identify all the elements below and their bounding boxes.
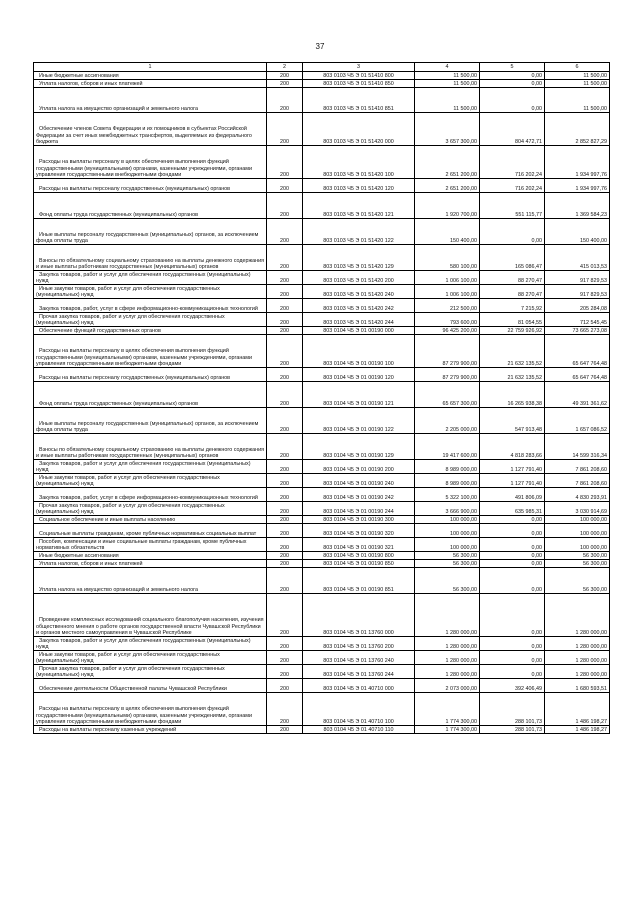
row-name-cell: Обеспечение деятельности Общественной палаты Чувашской Республики [34, 679, 267, 693]
row-code-cell: 803 0103 Ч5 Э 01 51410 851 [303, 88, 415, 113]
row-plan-cell: 100 000,00 [415, 516, 480, 524]
row-rest-cell: 1 934 997,76 [545, 179, 610, 193]
row-code-cell: 803 0104 Ч5 Э 01 00190 321 [303, 538, 415, 552]
row-exec-cell: 288 101,73 [480, 726, 545, 734]
row-admin-cell: 200 [267, 88, 303, 113]
row-rest-cell: 73 665 273,08 [545, 327, 610, 335]
table-row [34, 637, 610, 651]
row-admin-cell: 200 [267, 502, 303, 516]
row-name-cell: Иные бюджетные ассигнования [34, 552, 267, 560]
row-rest-cell: 56 300,00 [545, 552, 610, 560]
row-admin-cell: 200 [267, 726, 303, 734]
row-name-cell: Обеспечение членов Совета Федерации и их помощников в субъектах Российской Федерации за счет иных межбюджетных трансфертов, выделяемых из федерального бюджета [34, 113, 267, 146]
table-row [34, 72, 610, 80]
row-code-cell: 803 0104 Ч5 Э 01 40710 100 [303, 693, 415, 726]
row-rest-cell: 917 829,53 [545, 285, 610, 299]
table-row [34, 245, 610, 271]
table-row [34, 382, 610, 408]
row-exec-cell: 0,00 [480, 80, 545, 88]
row-plan-cell: 3 657 300,00 [415, 113, 480, 146]
row-code-cell: 803 0104 Ч5 Э 01 13760 244 [303, 665, 415, 679]
column-header: 4 [415, 63, 480, 72]
table-row [34, 285, 610, 299]
row-name-cell: Уплата налогов, сборов и иных платежей [34, 80, 267, 88]
row-code-cell: 803 0103 Ч5 Э 01 51420 122 [303, 219, 415, 245]
row-plan-cell: 11 500,00 [415, 88, 480, 113]
table-row [34, 146, 610, 179]
table-row [34, 502, 610, 516]
row-plan-cell: 1 774 300,00 [415, 726, 480, 734]
table-row [34, 552, 610, 560]
row-admin-cell: 200 [267, 594, 303, 637]
table-row [34, 560, 610, 568]
row-plan-cell: 100 000,00 [415, 538, 480, 552]
row-plan-cell: 1 006 100,00 [415, 271, 480, 285]
row-code-cell: 803 0103 Ч5 Э 01 51420 121 [303, 193, 415, 219]
row-code-cell: 803 0103 Ч5 Э 01 51420 200 [303, 271, 415, 285]
row-name-cell: Расходы на выплаты персоналу государственных (муниципальных) органов [34, 179, 267, 193]
row-exec-cell: 0,00 [480, 594, 545, 637]
row-rest-cell: 11 500,00 [545, 88, 610, 113]
row-admin-cell: 200 [267, 368, 303, 382]
row-plan-cell: 2 651 200,00 [415, 179, 480, 193]
row-code-cell: 803 0104 Ч5 Э 01 00190 320 [303, 524, 415, 538]
row-admin-cell: 200 [267, 327, 303, 335]
row-exec-cell: 288 101,73 [480, 693, 545, 726]
row-exec-cell: 88 270,47 [480, 271, 545, 285]
row-exec-cell: 165 086,47 [480, 245, 545, 271]
table-row [34, 80, 610, 88]
row-plan-cell: 1 920 700,00 [415, 193, 480, 219]
row-exec-cell: 716 202,24 [480, 146, 545, 179]
row-code-cell: 803 0104 Ч5 Э 01 00190 120 [303, 368, 415, 382]
row-admin-cell: 200 [267, 679, 303, 693]
row-rest-cell: 1 280 000,00 [545, 637, 610, 651]
table-header-row [34, 63, 610, 72]
row-plan-cell: 65 657 300,00 [415, 382, 480, 408]
row-name-cell: Расходы на выплаты персоналу государственных (муниципальных) органов [34, 368, 267, 382]
row-name-cell: Иные закупки товаров, работ и услуг для обеспечения государственных (муниципальных) нужд [34, 474, 267, 488]
row-code-cell: 803 0103 Ч5 Э 01 51420 129 [303, 245, 415, 271]
row-rest-cell: 1 280 000,00 [545, 651, 610, 665]
row-plan-cell: 2 651 200,00 [415, 146, 480, 179]
table-row [34, 726, 610, 734]
row-plan-cell: 87 279 900,00 [415, 368, 480, 382]
row-admin-cell: 200 [267, 146, 303, 179]
row-admin-cell: 200 [267, 568, 303, 594]
row-admin-cell: 200 [267, 552, 303, 560]
row-plan-cell: 2 073 000,00 [415, 679, 480, 693]
row-plan-cell: 8 989 000,00 [415, 460, 480, 474]
row-code-cell: 803 0104 Ч5 Э 01 00190 300 [303, 516, 415, 524]
row-name-cell: Закупка товаров, работ, услуг в сфере информационно-коммуникационных технологий [34, 299, 267, 313]
row-rest-cell: 3 030 914,69 [545, 502, 610, 516]
row-admin-cell: 200 [267, 179, 303, 193]
row-plan-cell: 56 300,00 [415, 552, 480, 560]
table-row [34, 113, 610, 146]
row-plan-cell: 1 280 000,00 [415, 637, 480, 651]
row-exec-cell: 0,00 [480, 651, 545, 665]
row-code-cell: 803 0104 Ч5 Э 01 00190 000 [303, 327, 415, 335]
row-code-cell: 803 0104 Ч5 Э 01 00190 240 [303, 474, 415, 488]
row-plan-cell: 96 425 200,00 [415, 327, 480, 335]
page-number: 37 [315, 42, 325, 51]
row-rest-cell: 49 391 361,62 [545, 382, 610, 408]
row-name-cell: Уплата налога на имущество организаций и земельного налога [34, 88, 267, 113]
row-rest-cell: 100 000,00 [545, 538, 610, 552]
row-plan-cell: 580 100,00 [415, 245, 480, 271]
row-rest-cell: 1 486 198,27 [545, 726, 610, 734]
row-rest-cell: 917 829,53 [545, 271, 610, 285]
row-name-cell: Взносы по обязательному социальному страхованию на выплаты денежного содержания и иные выплаты работникам государственных (муниципальных) органов [34, 434, 267, 460]
row-name-cell: Расходы на выплаты персоналу в целях обеспечения выполнения функций государственными (муниципальными) органами, казенными учреждениями, органами управления государственными внебюджетными фондами [34, 335, 267, 368]
row-name-cell: Взносы по обязательному социальному страхованию на выплаты денежного содержания и иные выплаты работникам государственных (муниципальных) органов [34, 245, 267, 271]
table-row [34, 474, 610, 488]
row-admin-cell: 200 [267, 80, 303, 88]
row-rest-cell: 1 486 198,27 [545, 693, 610, 726]
row-exec-cell: 0,00 [480, 560, 545, 568]
row-exec-cell: 0,00 [480, 538, 545, 552]
row-name-cell: Пособия, компенсации и иные социальные выплаты гражданам, кроме публичных нормативных обязательств [34, 538, 267, 552]
row-code-cell: 803 0104 Ч5 Э 01 00190 122 [303, 408, 415, 434]
table-row [34, 524, 610, 538]
row-rest-cell: 1 680 593,51 [545, 679, 610, 693]
row-code-cell: 803 0104 Ч5 Э 01 13760 200 [303, 637, 415, 651]
row-admin-cell: 200 [267, 693, 303, 726]
row-code-cell: 803 0103 Ч5 Э 01 51420 000 [303, 113, 415, 146]
table-row [34, 88, 610, 113]
row-code-cell: 803 0104 Ч5 Э 01 00190 129 [303, 434, 415, 460]
row-admin-cell: 200 [267, 219, 303, 245]
row-rest-cell: 56 300,00 [545, 568, 610, 594]
budget-execution-table [33, 62, 610, 734]
row-plan-cell: 1 280 000,00 [415, 665, 480, 679]
row-exec-cell: 551 115,77 [480, 193, 545, 219]
row-code-cell: 803 0103 Ч5 Э 01 51410 850 [303, 80, 415, 88]
row-rest-cell: 1 369 584,23 [545, 193, 610, 219]
table-row [34, 219, 610, 245]
row-plan-cell: 1 006 100,00 [415, 285, 480, 299]
row-admin-cell: 200 [267, 335, 303, 368]
row-code-cell: 803 0104 Ч5 Э 01 13760 240 [303, 651, 415, 665]
row-code-cell: 803 0104 Ч5 Э 01 00190 121 [303, 382, 415, 408]
row-plan-cell: 2 205 000,00 [415, 408, 480, 434]
table-row [34, 568, 610, 594]
row-rest-cell: 150 400,00 [545, 219, 610, 245]
row-exec-cell: 0,00 [480, 88, 545, 113]
row-plan-cell: 150 400,00 [415, 219, 480, 245]
row-code-cell: 803 0103 Ч5 Э 01 51420 120 [303, 179, 415, 193]
table-row [34, 516, 610, 524]
row-plan-cell: 11 500,00 [415, 72, 480, 80]
row-rest-cell: 7 861 208,60 [545, 460, 610, 474]
table-row [34, 299, 610, 313]
row-exec-cell: 88 270,47 [480, 285, 545, 299]
row-name-cell: Закупка товаров, работ, услуг в сфере информационно-коммуникационных технологий [34, 488, 267, 502]
row-exec-cell: 0,00 [480, 637, 545, 651]
row-code-cell: 803 0104 Ч5 Э 01 40710 000 [303, 679, 415, 693]
row-exec-cell: 547 913,48 [480, 408, 545, 434]
row-plan-cell: 1 774 300,00 [415, 693, 480, 726]
table-row [34, 665, 610, 679]
row-plan-cell: 3 666 900,00 [415, 502, 480, 516]
row-code-cell: 803 0103 Ч5 Э 01 51420 240 [303, 285, 415, 299]
row-plan-cell: 11 500,00 [415, 80, 480, 88]
row-plan-cell: 56 300,00 [415, 560, 480, 568]
row-name-cell: Социальные выплаты гражданам, кроме публичных нормативных социальных выплат [34, 524, 267, 538]
row-admin-cell: 200 [267, 651, 303, 665]
row-exec-cell: 491 806,09 [480, 488, 545, 502]
table-row [34, 488, 610, 502]
row-code-cell: 803 0103 Ч5 Э 01 51420 100 [303, 146, 415, 179]
row-admin-cell: 200 [267, 299, 303, 313]
row-admin-cell: 200 [267, 637, 303, 651]
row-name-cell: Обеспечение функций государственных органов [34, 327, 267, 335]
row-code-cell: 803 0104 Ч5 Э 01 00190 851 [303, 568, 415, 594]
row-name-cell: Расходы на выплаты персоналу в целях обеспечения выполнения функций государственными (муниципальными) органами, казенными учреждениями, органами управления государственными внебюджетными фондами [34, 693, 267, 726]
row-name-cell: Расходы на выплаты персоналу в целях обеспечения выполнения функций государственными (муниципальными) органами, казенными учреждениями, органами управления государственными внебюджетными фондами [34, 146, 267, 179]
row-code-cell: 803 0104 Ч5 Э 01 00190 200 [303, 460, 415, 474]
table-row [34, 693, 610, 726]
row-code-cell: 803 0103 Ч5 Э 01 51420 242 [303, 299, 415, 313]
row-rest-cell: 100 000,00 [545, 516, 610, 524]
row-rest-cell: 14 599 316,34 [545, 434, 610, 460]
row-admin-cell: 200 [267, 434, 303, 460]
row-admin-cell: 200 [267, 382, 303, 408]
row-name-cell: Прочая закупка товаров, работ и услуг для обеспечения государственных (муниципальных) нужд [34, 665, 267, 679]
table-row [34, 271, 610, 285]
row-code-cell: 803 0104 Ч5 Э 01 00190 242 [303, 488, 415, 502]
row-exec-cell: 0,00 [480, 516, 545, 524]
row-name-cell: Уплата налогов, сборов и иных платежей [34, 560, 267, 568]
table-row [34, 179, 610, 193]
row-admin-cell: 200 [267, 113, 303, 146]
row-rest-cell: 1 280 000,00 [545, 594, 610, 637]
row-exec-cell: 81 054,55 [480, 313, 545, 327]
row-name-cell: Закупка товаров, работ и услуг для обеспечения государственных (муниципальных) нужд [34, 460, 267, 474]
table-row [34, 313, 610, 327]
row-rest-cell: 65 647 764,48 [545, 368, 610, 382]
table-row [34, 193, 610, 219]
row-name-cell: Иные выплаты персоналу государственных (муниципальных) органов, за исключением фонда оплаты труда [34, 219, 267, 245]
row-rest-cell: 205 284,08 [545, 299, 610, 313]
row-admin-cell: 200 [267, 560, 303, 568]
row-rest-cell: 56 300,00 [545, 560, 610, 568]
row-admin-cell: 200 [267, 516, 303, 524]
row-admin-cell: 200 [267, 474, 303, 488]
row-rest-cell: 1 657 086,52 [545, 408, 610, 434]
row-exec-cell: 0,00 [480, 552, 545, 560]
row-admin-cell: 200 [267, 665, 303, 679]
row-admin-cell: 200 [267, 460, 303, 474]
table-row [34, 460, 610, 474]
row-plan-cell: 212 500,00 [415, 299, 480, 313]
column-header: 2 [267, 63, 303, 72]
row-exec-cell: 1 127 791,40 [480, 460, 545, 474]
row-name-cell: Прочая закупка товаров, работ и услуг для обеспечения государственных (муниципальных) нужд [34, 313, 267, 327]
row-exec-cell: 0,00 [480, 568, 545, 594]
row-name-cell: Прочая закупка товаров, работ и услуг для обеспечения государственных (муниципальных) нужд [34, 502, 267, 516]
row-plan-cell: 5 322 100,00 [415, 488, 480, 502]
row-rest-cell: 415 013,53 [545, 245, 610, 271]
row-rest-cell: 65 647 764,48 [545, 335, 610, 368]
row-exec-cell: 0,00 [480, 219, 545, 245]
row-name-cell: Иные выплаты персоналу государственных (муниципальных) органов, за исключением фонда оплаты труда [34, 408, 267, 434]
table-row [34, 434, 610, 460]
row-admin-cell: 200 [267, 538, 303, 552]
row-exec-cell: 22 759 926,92 [480, 327, 545, 335]
row-admin-cell: 200 [267, 271, 303, 285]
row-name-cell: Фонд оплаты труда государственных (муниципальных) органов [34, 193, 267, 219]
row-admin-cell: 200 [267, 72, 303, 80]
row-name-cell: Проведение комплексных исследований социального благополучия населения, изучения общественного мнения о работе органов государственной власти Чувашской Республики и органов местного самоуправления в Чувашской Республике [34, 594, 267, 637]
table-row [34, 408, 610, 434]
row-admin-cell: 200 [267, 285, 303, 299]
row-exec-cell: 392 406,49 [480, 679, 545, 693]
row-admin-cell: 200 [267, 488, 303, 502]
row-name-cell: Иные закупки товаров, работ и услуг для обеспечения государственных (муниципальных) нужд [34, 285, 267, 299]
row-admin-cell: 200 [267, 313, 303, 327]
table-row [34, 335, 610, 368]
row-name-cell: Расходы на выплаты персоналу казенных учреждений [34, 726, 267, 734]
row-name-cell: Закупка товаров, работ и услуг для обеспечения государственных (муниципальных) нужд [34, 271, 267, 285]
row-code-cell: 803 0103 Ч5 Э 01 51420 244 [303, 313, 415, 327]
table-row [34, 651, 610, 665]
row-exec-cell: 4 818 283,66 [480, 434, 545, 460]
row-exec-cell: 0,00 [480, 72, 545, 80]
row-exec-cell: 16 265 938,38 [480, 382, 545, 408]
row-name-cell: Фонд оплаты труда государственных (муниципальных) органов [34, 382, 267, 408]
row-exec-cell: 0,00 [480, 524, 545, 538]
row-code-cell: 803 0104 Ч5 Э 01 00190 244 [303, 502, 415, 516]
row-exec-cell: 635 985,31 [480, 502, 545, 516]
row-rest-cell: 712 545,45 [545, 313, 610, 327]
row-code-cell: 803 0104 Ч5 Э 01 00190 850 [303, 560, 415, 568]
row-exec-cell: 21 632 135,52 [480, 368, 545, 382]
row-rest-cell: 100 000,00 [545, 524, 610, 538]
row-admin-cell: 200 [267, 408, 303, 434]
row-code-cell: 803 0104 Ч5 Э 01 00190 800 [303, 552, 415, 560]
row-exec-cell: 7 215,92 [480, 299, 545, 313]
row-plan-cell: 100 000,00 [415, 524, 480, 538]
table-row [34, 679, 610, 693]
row-rest-cell: 1 934 997,76 [545, 146, 610, 179]
row-name-cell: Уплата налога на имущество организаций и земельного налога [34, 568, 267, 594]
row-plan-cell: 793 600,00 [415, 313, 480, 327]
row-exec-cell: 21 632 135,52 [480, 335, 545, 368]
row-admin-cell: 200 [267, 245, 303, 271]
row-exec-cell: 0,00 [480, 665, 545, 679]
row-name-cell: Закупка товаров, работ и услуг для обеспечения государственных (муниципальных) нужд [34, 637, 267, 651]
row-code-cell: 803 0104 Ч5 Э 01 13760 000 [303, 594, 415, 637]
table-row [34, 594, 610, 637]
row-rest-cell: 7 861 208,60 [545, 474, 610, 488]
row-plan-cell: 1 280 000,00 [415, 651, 480, 665]
row-plan-cell: 56 300,00 [415, 568, 480, 594]
row-name-cell: Иные бюджетные ассигнования [34, 72, 267, 80]
table-row [34, 368, 610, 382]
row-name-cell: Социальное обеспечение и иные выплаты населению [34, 516, 267, 524]
row-admin-cell: 200 [267, 193, 303, 219]
column-header: 1 [34, 63, 267, 72]
row-code-cell: 803 0104 Ч5 Э 01 00190 100 [303, 335, 415, 368]
row-rest-cell: 11 500,00 [545, 80, 610, 88]
row-exec-cell: 1 127 791,40 [480, 474, 545, 488]
row-plan-cell: 87 279 900,00 [415, 335, 480, 368]
row-code-cell: 803 0103 Ч5 Э 01 51410 800 [303, 72, 415, 80]
column-header: 6 [545, 63, 610, 72]
row-plan-cell: 19 417 600,00 [415, 434, 480, 460]
row-plan-cell: 8 989 000,00 [415, 474, 480, 488]
row-rest-cell: 4 830 293,91 [545, 488, 610, 502]
row-rest-cell: 11 500,00 [545, 72, 610, 80]
column-header: 5 [480, 63, 545, 72]
row-exec-cell: 804 472,71 [480, 113, 545, 146]
row-admin-cell: 200 [267, 524, 303, 538]
row-rest-cell: 1 280 000,00 [545, 665, 610, 679]
table-row [34, 538, 610, 552]
column-header: 3 [303, 63, 415, 72]
row-rest-cell: 2 852 827,29 [545, 113, 610, 146]
row-code-cell: 803 0104 Ч5 Э 01 40710 110 [303, 726, 415, 734]
row-name-cell: Иные закупки товаров, работ и услуг для обеспечения государственных (муниципальных) нужд [34, 651, 267, 665]
table-row [34, 327, 610, 335]
row-plan-cell: 1 280 000,00 [415, 594, 480, 637]
row-exec-cell: 716 202,24 [480, 179, 545, 193]
